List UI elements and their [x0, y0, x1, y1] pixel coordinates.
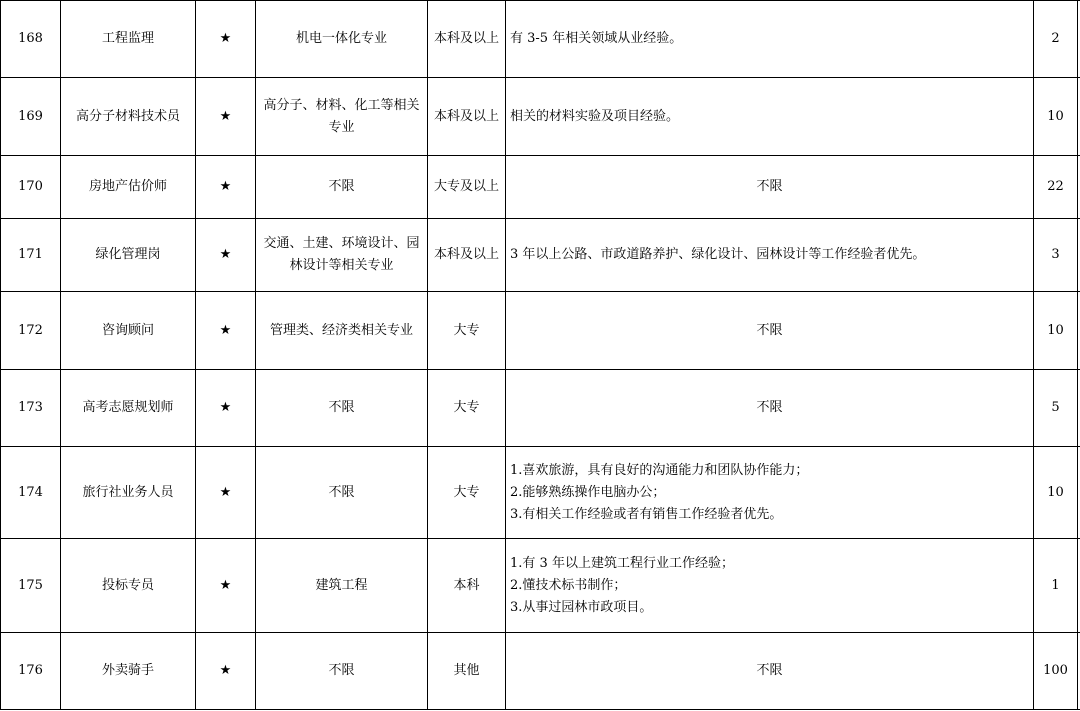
star-icon: ★	[196, 539, 256, 633]
requirement-line: 2.能够熟练操作电脑办公；	[510, 484, 666, 500]
row-number: 176	[1, 633, 61, 710]
job-title: 高分子材料技术员	[61, 78, 196, 156]
table-row	[1, 78, 1080, 156]
job-title: 高考志愿规划师	[61, 370, 196, 447]
major-line: 高分子、材料、化工等相关	[263, 97, 420, 113]
major-requirement	[256, 539, 428, 633]
row-number: 174	[1, 447, 61, 539]
table-row	[1, 219, 1080, 292]
job-requirements	[506, 1, 1034, 78]
education-level: 大专及以上	[428, 156, 506, 219]
job-requirements	[506, 156, 1034, 219]
star-icon: ★	[196, 292, 256, 370]
table-row	[1, 1, 1080, 78]
row-number: 171	[1, 219, 61, 292]
row-number: 168	[1, 1, 61, 78]
star-icon: ★	[196, 447, 256, 539]
hiring-count: 3	[1034, 219, 1078, 292]
major-line: 专业	[328, 119, 355, 135]
star-icon: ★	[196, 1, 256, 78]
job-title: 绿化管理岗	[61, 219, 196, 292]
job-requirements	[506, 447, 1034, 539]
hiring-count: 100	[1034, 633, 1078, 710]
table-row	[1, 156, 1080, 219]
education-level: 大专	[428, 292, 506, 370]
job-requirements	[506, 370, 1034, 447]
major-requirement	[256, 292, 428, 370]
job-title: 旅行社业务人员	[61, 447, 196, 539]
major-line: 不限	[328, 179, 355, 194]
major-requirement	[256, 370, 428, 447]
hiring-count: 1	[1034, 539, 1078, 633]
major-line: 机电一体化专业	[295, 31, 387, 46]
major-line: 不限	[328, 663, 355, 678]
job-requirements	[506, 78, 1034, 156]
requirement-line: 2.懂技术标书制作；	[510, 577, 627, 593]
row-number: 173	[1, 370, 61, 447]
major-line: 建筑工程	[315, 577, 368, 593]
job-title: 工程监理	[61, 1, 196, 78]
requirement-line: 3.有相关工作经验或者有销售工作经验者优先。	[510, 506, 783, 522]
job-requirements	[506, 292, 1034, 370]
requirement-line: 1.喜欢旅游，具有良好的沟通能力和团队协作能力；	[510, 462, 809, 478]
requirement-line: 1.有 3 年以上建筑工程行业工作经验；	[510, 555, 734, 571]
row-number: 170	[1, 156, 61, 219]
major-requirement	[256, 633, 428, 710]
hiring-count: 10	[1034, 447, 1078, 539]
education-level: 本科及以上	[428, 219, 506, 292]
education-level: 其他	[428, 633, 506, 710]
row-number: 169	[1, 78, 61, 156]
table-row	[1, 633, 1080, 710]
requirement-line: 不限	[756, 179, 783, 194]
hiring-count: 2	[1034, 1, 1078, 78]
job-title: 咨询顾问	[61, 292, 196, 370]
table-row	[1, 539, 1080, 633]
education-level: 大专	[428, 447, 506, 539]
major-line: 不限	[328, 484, 355, 500]
hiring-count: 22	[1034, 156, 1078, 219]
major-requirement	[256, 78, 428, 156]
education-level: 本科	[428, 539, 506, 633]
table-row	[1, 370, 1080, 447]
major-requirement	[256, 219, 428, 292]
star-icon: ★	[196, 156, 256, 219]
requirement-line: 3.从事过园林市政项目。	[510, 599, 653, 615]
major-line: 不限	[328, 400, 355, 415]
major-requirement	[256, 156, 428, 219]
star-icon: ★	[196, 78, 256, 156]
job-title: 房地产估价师	[61, 156, 196, 219]
education-level: 大专	[428, 370, 506, 447]
major-requirement	[256, 1, 428, 78]
row-number: 172	[1, 292, 61, 370]
education-level: 本科及以上	[428, 1, 506, 78]
requirement-line: 不限	[756, 400, 783, 415]
table-row	[1, 292, 1080, 370]
requirement-line: 相关的材料实验及项目经验。	[510, 108, 680, 124]
requirement-line: 不限	[756, 322, 783, 338]
requirement-line: 不限	[756, 663, 783, 678]
job-requirements	[506, 219, 1034, 292]
star-icon: ★	[196, 633, 256, 710]
star-icon: ★	[196, 370, 256, 447]
requirement-line: 3 年以上公路、市政道路养护、绿化设计、园林设计等工作经验者优先。	[510, 247, 926, 262]
major-line: 管理类、经济类相关专业	[269, 322, 413, 338]
job-requirements	[506, 539, 1034, 633]
star-icon: ★	[196, 219, 256, 292]
hiring-count: 10	[1034, 292, 1078, 370]
major-requirement	[256, 447, 428, 539]
job-title: 投标专员	[61, 539, 196, 633]
job-title: 外卖骑手	[61, 633, 196, 710]
table-body	[1, 1, 1080, 710]
hiring-count: 5	[1034, 370, 1078, 447]
job-requirements	[506, 633, 1034, 710]
requirement-line: 有 3-5 年相关领域从业经验。	[510, 31, 683, 46]
major-line: 林设计等相关专业	[289, 258, 394, 273]
major-line: 交通、土建、环境设计、园	[263, 236, 420, 251]
hiring-count: 10	[1034, 78, 1078, 156]
education-level: 本科及以上	[428, 78, 506, 156]
row-number: 175	[1, 539, 61, 633]
table-row	[1, 447, 1080, 539]
